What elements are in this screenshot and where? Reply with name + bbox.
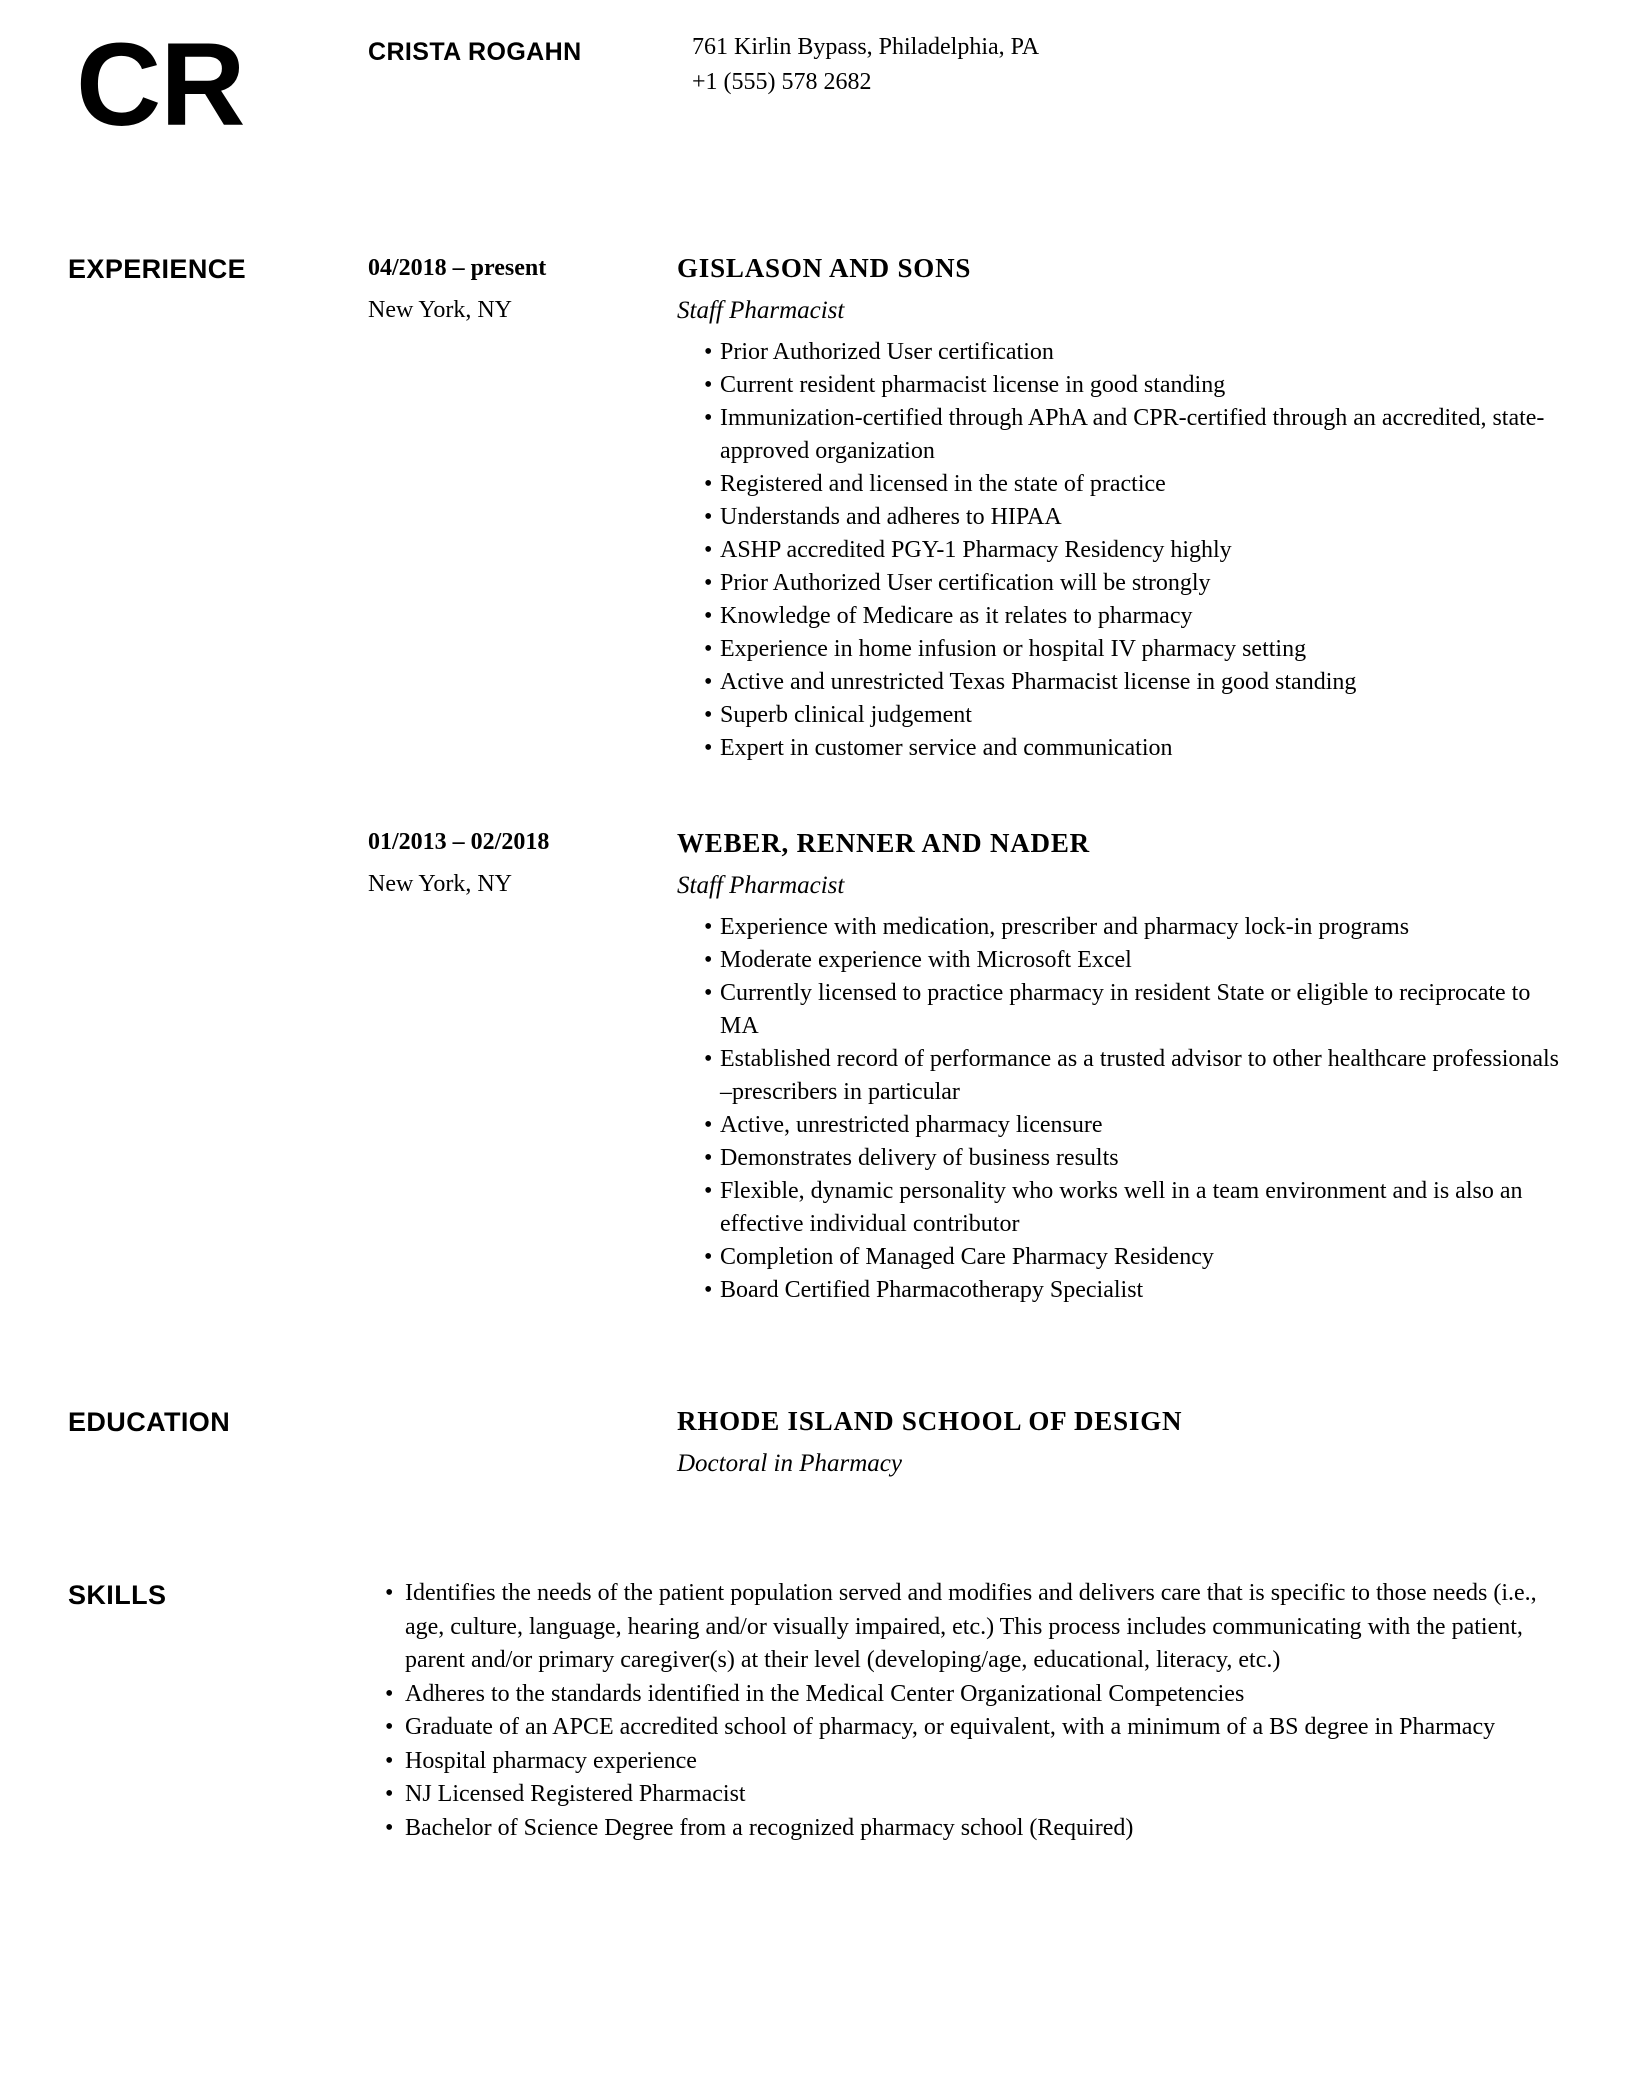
section-skills-label: SKILLS (68, 1580, 167, 1610)
bullet-item: • Experience with medication, prescriber and pharmacy lock-in programs (677, 911, 1572, 944)
job-2-location: New York, NY (368, 871, 513, 897)
skills-list (383, 1577, 1568, 1845)
job-1-dates: 04/2018 – present (368, 255, 547, 281)
bullet-item: • Active, unrestricted pharmacy licensure (677, 1109, 1572, 1142)
bullet-item: • Prior Authorized User certification (677, 336, 1572, 369)
contact-block (692, 30, 1039, 100)
bullet-item: • Current resident pharmacist license in good standing (677, 369, 1572, 402)
bullet-item: • Completion of Managed Care Pharmacy Residency (677, 1241, 1572, 1274)
bullet-item: • Flexible, dynamic personality who works well in a team environment and is also an effective individual contributor (677, 1175, 1572, 1241)
bullet-item: • Knowledge of Medicare as it relates to pharmacy (677, 600, 1572, 633)
skill-item: • Graduate of an APCE accredited school of pharmacy, or equivalent, with a minimum of a BS degree in Pharmacy (383, 1711, 1568, 1745)
job-1-title: Staff Pharmacist (677, 297, 845, 324)
bullet-item: • ASHP accredited PGY-1 Pharmacy Residency highly (677, 534, 1572, 567)
section-education-label: EDUCATION (68, 1407, 231, 1437)
contact-address: 761 Kirlin Bypass, Philadelphia, PA (692, 34, 1040, 60)
degree: Doctoral in Pharmacy (677, 1450, 902, 1477)
job-2-dates: 01/2013 – 02/2018 (368, 829, 550, 855)
bullet-item: • Prior Authorized User certification will be strongly (677, 567, 1572, 600)
bullet-item: • Established record of performance as a trusted advisor to other healthcare professionals –prescribers in particular (677, 1043, 1572, 1109)
bullet-item: • Moderate experience with Microsoft Excel (677, 944, 1572, 977)
job-2-content (677, 830, 1572, 1307)
job-2-bullet-list (677, 911, 1572, 1307)
job-1-location: New York, NY (368, 297, 513, 323)
section-experience-label: EXPERIENCE (68, 254, 247, 284)
job-2-title: Staff Pharmacist (677, 872, 845, 899)
school-name: RHODE ISLAND SCHOOL OF DESIGN (677, 1406, 1183, 1436)
skill-item: • Hospital pharmacy experience (383, 1745, 1568, 1779)
bullet-item: • Currently licensed to practice pharmacy in resident State or eligible to reciprocate to MA (677, 977, 1572, 1043)
contact-phone: +1 (555) 578 2682 (692, 69, 872, 95)
candidate-name: CRISTA ROGAHN (368, 38, 582, 66)
job-1-bullet-list (677, 336, 1572, 765)
monogram: CR (76, 19, 245, 151)
job-1-company: GISLASON AND SONS (677, 253, 972, 283)
job-2-meta (368, 830, 663, 896)
skill-item: • Identifies the needs of the patient population served and modifies and delivers care that is specific to those needs (i.e., age, culture, language, hearing and/or visually impaired, etc.) This process includes communicating with the patient, parent and/or primary caregiver(s) at their level (developing/age, educational, literacy, etc.) (383, 1577, 1568, 1678)
job-2-company: WEBER, RENNER AND NADER (677, 828, 1090, 858)
job-1-meta (368, 256, 663, 322)
bullet-item: • Superb clinical judgement (677, 699, 1572, 732)
skill-item: • Adheres to the standards identified in the Medical Center Organizational Competencies (383, 1678, 1568, 1712)
skill-item: • Bachelor of Science Degree from a recognized pharmacy school (Required) (383, 1812, 1568, 1846)
bullet-item: • Experience in home infusion or hospital IV pharmacy setting (677, 633, 1572, 666)
bullet-item: • Active and unrestricted Texas Pharmacist license in good standing (677, 666, 1572, 699)
bullet-item: • Immunization-certified through APhA and CPR-certified through an accredited, state-approved organization (677, 402, 1572, 468)
job-1-content (677, 255, 1572, 765)
bullet-item: • Understands and adheres to HIPAA (677, 501, 1572, 534)
bullet-item: • Registered and licensed in the state of practice (677, 468, 1572, 501)
skill-item: • NJ Licensed Registered Pharmacist (383, 1778, 1568, 1812)
bullet-item: • Expert in customer service and communication (677, 732, 1572, 765)
education-content (677, 1408, 1572, 1476)
bullet-item: • Demonstrates delivery of business results (677, 1142, 1572, 1175)
bullet-item: • Board Certified Pharmacotherapy Specialist (677, 1274, 1572, 1307)
